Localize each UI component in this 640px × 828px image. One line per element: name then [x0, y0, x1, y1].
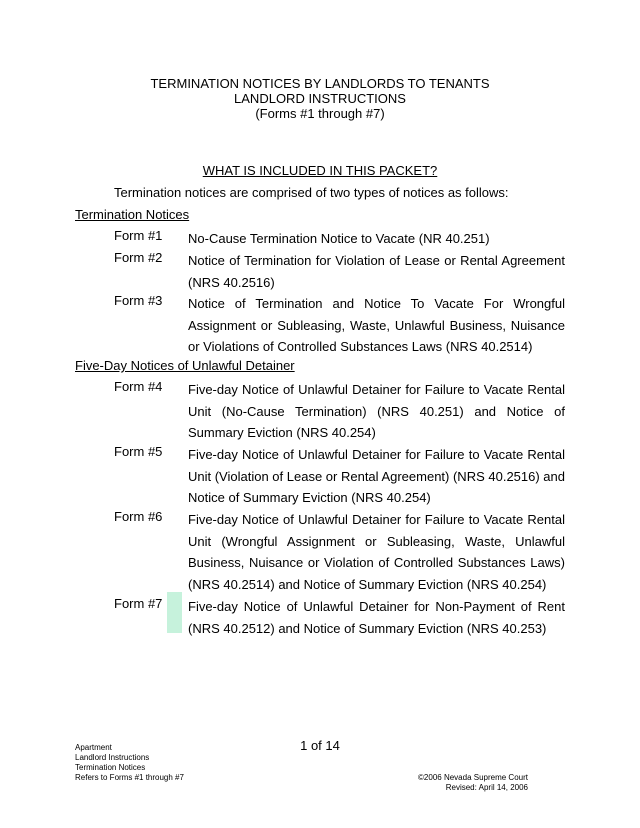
form-label: Form #2	[114, 250, 163, 265]
form-label: Form #7	[114, 596, 163, 611]
page-number: 1 of 14	[300, 738, 340, 753]
form-description: Notice of Termination for Violation of Lease or Rental Agreement (NRS 40.2516)	[188, 253, 565, 290]
footer-left-line: Apartment	[75, 743, 112, 752]
title-line-1: TERMINATION NOTICES BY LANDLORDS TO TENANTS	[150, 76, 490, 91]
section-heading: WHAT IS INCLUDED IN THIS PACKET?	[202, 163, 438, 178]
footer-right	[330, 773, 528, 793]
form-description: Notice of Termination and Notice To Vacate For Wrongful Assignment or Subleasing, Waste, Unlawful Business, Nuisance or Violations of Controlled Substances Laws (NRS 40.2514)	[188, 296, 565, 355]
form-label: Form #3	[114, 293, 163, 308]
revision-date: Revised: April 14, 2006	[445, 783, 528, 792]
intro-text: Termination notices are comprised of two types of notices as follows:	[114, 185, 509, 200]
form-label: Form #5	[114, 444, 163, 459]
form-description: Five-day Notice of Unlawful Detainer for Failure to Vacate Rental Unit (No-Cause Termination) (NRS 40.251) and Notice of Summary Eviction (NRS 40.254)	[188, 382, 565, 441]
title-line-3: (Forms #1 through #7)	[255, 106, 385, 121]
title-line-2: LANDLORD INSTRUCTIONS	[234, 91, 406, 106]
copyright: ©2006 Nevada Supreme Court	[418, 773, 528, 782]
unlawful-detainer-heading: Five-Day Notices of Unlawful Detainer	[75, 358, 295, 373]
footer-left-line: Termination Notices	[75, 763, 146, 772]
highlight-marker	[167, 592, 182, 633]
footer-left-line: Refers to Forms #1 through #7	[75, 773, 184, 782]
form-description: Five-day Notice of Unlawful Detainer for Failure to Vacate Rental Unit (Wrongful Assignment or Subleasing, Waste, Unlawful Business, Nuisance or Violation of Controlled Substances Laws) (NRS 40.2514) and Notice of Summary Eviction (NRS 40.254)	[188, 512, 565, 592]
termination-notices-heading: Termination Notices	[75, 207, 190, 222]
form-description: No-Cause Termination Notice to Vacate (NR 40.251)	[188, 231, 490, 246]
form-label: Form #1	[114, 228, 163, 243]
footer-left-line: Landlord Instructions	[75, 753, 150, 762]
form-label: Form #6	[114, 509, 163, 524]
form-label: Form #4	[114, 379, 163, 394]
form-description: Five-day Notice of Unlawful Detainer for Failure to Vacate Rental Unit (Violation of Lease or Rental Agreement) (NRS 40.2516) and Notice of Summary Eviction (NRS 40.254)	[188, 447, 565, 506]
form-description: Five-day Notice of Unlawful Detainer for Non-Payment of Rent (NRS 40.2512) and Notice of Summary Eviction (NRS 40.253)	[188, 599, 565, 636]
